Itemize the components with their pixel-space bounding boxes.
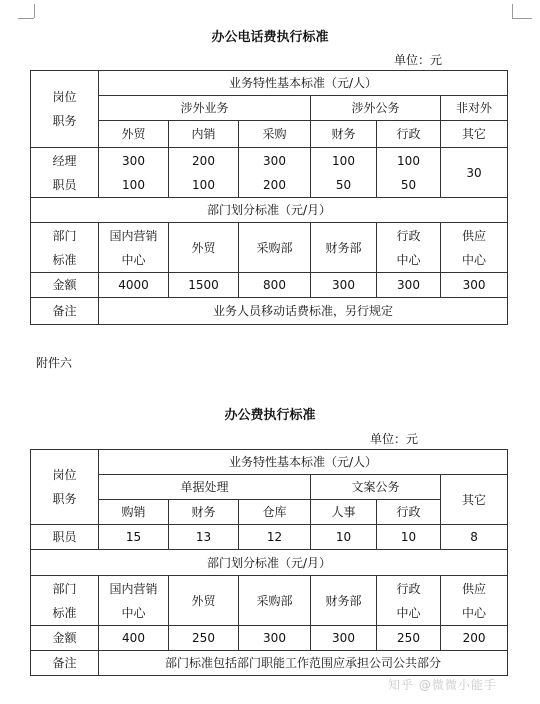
amount-cell: 300 xyxy=(239,626,311,651)
dept-cell: 采购部 xyxy=(239,223,311,273)
value-cell: 12 xyxy=(239,525,311,550)
page-corner-mark-left xyxy=(34,4,35,18)
dept-header: 部门划分标准（元/月） xyxy=(31,550,508,576)
col-header: 仓库 xyxy=(239,500,311,525)
value-cell: 300 200 xyxy=(239,148,311,198)
amount-label: 金额 xyxy=(31,273,99,298)
value-cell-other: 30 xyxy=(441,148,508,198)
col-header: 内销 xyxy=(169,121,239,148)
group-public: 涉外公务 xyxy=(311,96,441,121)
other-header: 其它 xyxy=(441,475,508,525)
post-label-line1: 岗位 xyxy=(52,90,77,104)
page-corner-mark-left-h xyxy=(18,18,34,19)
phone-fee-table xyxy=(30,70,508,325)
amount-cell: 250 xyxy=(169,626,239,651)
value-cell: 300 100 xyxy=(99,148,169,198)
dept-cell: 财务部 xyxy=(311,576,377,626)
dept-cell: 供应 中心 xyxy=(441,576,508,626)
col-header: 采购 xyxy=(239,121,311,148)
note-label: 备注 xyxy=(31,298,99,325)
row-label-manager-staff xyxy=(31,148,99,198)
dept-label: 部门 标准 xyxy=(31,576,99,626)
office-fee-title: 办公费执行标准 xyxy=(224,408,316,423)
amount-cell: 300 xyxy=(311,626,377,651)
note-label: 备注 xyxy=(31,651,99,676)
amount-cell: 800 xyxy=(239,273,311,298)
amount-cell: 300 xyxy=(311,273,377,298)
row-label-line2: 职员 xyxy=(52,177,77,192)
dept-cell: 财务部 xyxy=(311,223,377,273)
row-label-line1: 经理 xyxy=(52,153,77,168)
note-text: 部门标准包括部门职能工作范围应承担公司公共部分 xyxy=(99,651,508,676)
value-cell: 13 xyxy=(169,525,239,550)
staff-label: 职员 xyxy=(31,525,99,550)
phone-fee-title: 办公电话费执行标准 xyxy=(211,30,329,45)
main-header: 业务特性基本标准（元/人） xyxy=(99,71,508,96)
value-cell: 15 xyxy=(99,525,169,550)
dept-cell: 外贸 xyxy=(169,576,239,626)
value-cell: 100 50 xyxy=(377,148,441,198)
group-foreign: 涉外业务 xyxy=(99,96,311,121)
col-header: 购销 xyxy=(99,500,169,525)
dept-cell: 国内营销 中心 xyxy=(99,576,169,626)
dept-cell: 供应 中心 xyxy=(441,223,508,273)
col-header: 外贸 xyxy=(99,121,169,148)
col-header: 其它 xyxy=(441,121,508,148)
value-cell: 200 100 xyxy=(169,148,239,198)
zhihu-watermark: 知乎 @微微小能手 xyxy=(388,678,497,692)
post-header-cell xyxy=(31,450,99,525)
col-header: 财务 xyxy=(169,500,239,525)
office-fee-table xyxy=(30,449,508,676)
amount-cell: 300 xyxy=(441,273,508,298)
value-cell: 10 xyxy=(311,525,377,550)
amount-cell: 200 xyxy=(441,626,508,651)
col-header: 行政 xyxy=(377,121,441,148)
value-cell: 10 xyxy=(377,525,441,550)
group-nonforeign: 非对外 xyxy=(441,96,508,121)
dept-label: 部门 标准 xyxy=(31,223,99,273)
dept-cell: 行政 中心 xyxy=(377,223,441,273)
note-text: 业务人员移动话费标准，另行规定 xyxy=(99,298,508,325)
post-header-cell xyxy=(31,71,99,148)
dept-cell: 采购部 xyxy=(239,576,311,626)
col-header: 行政 xyxy=(377,500,441,525)
page-corner-mark-right-h xyxy=(512,18,532,19)
amount-cell: 4000 xyxy=(99,273,169,298)
dept-header: 部门划分标准（元/月） xyxy=(31,198,508,223)
post-label-line2: 职务 xyxy=(52,492,77,506)
annex-label: 附件六 xyxy=(36,356,73,370)
page-corner-mark-right xyxy=(512,4,513,18)
dept-cell: 国内营销 中心 xyxy=(99,223,169,273)
amount-cell: 250 xyxy=(377,626,441,651)
col-header: 财务 xyxy=(311,121,377,148)
amount-label: 金额 xyxy=(31,626,99,651)
amount-cell: 300 xyxy=(377,273,441,298)
amount-cell: 1500 xyxy=(169,273,239,298)
value-cell: 8 xyxy=(441,525,508,550)
office-fee-unit: 单位：元 xyxy=(370,432,419,446)
group-copy: 文案公务 xyxy=(311,475,441,500)
post-label-line1: 岗位 xyxy=(52,468,77,482)
group-docs: 单据处理 xyxy=(99,475,311,500)
value-cell: 100 50 xyxy=(311,148,377,198)
amount-cell: 400 xyxy=(99,626,169,651)
dept-cell: 行政 中心 xyxy=(377,576,441,626)
dept-cell: 外贸 xyxy=(169,223,239,273)
col-header: 人事 xyxy=(311,500,377,525)
phone-fee-unit: 单位：元 xyxy=(394,53,443,67)
post-label-line2: 职务 xyxy=(52,114,77,128)
main-header: 业务特性基本标准（元/人） xyxy=(99,450,508,475)
